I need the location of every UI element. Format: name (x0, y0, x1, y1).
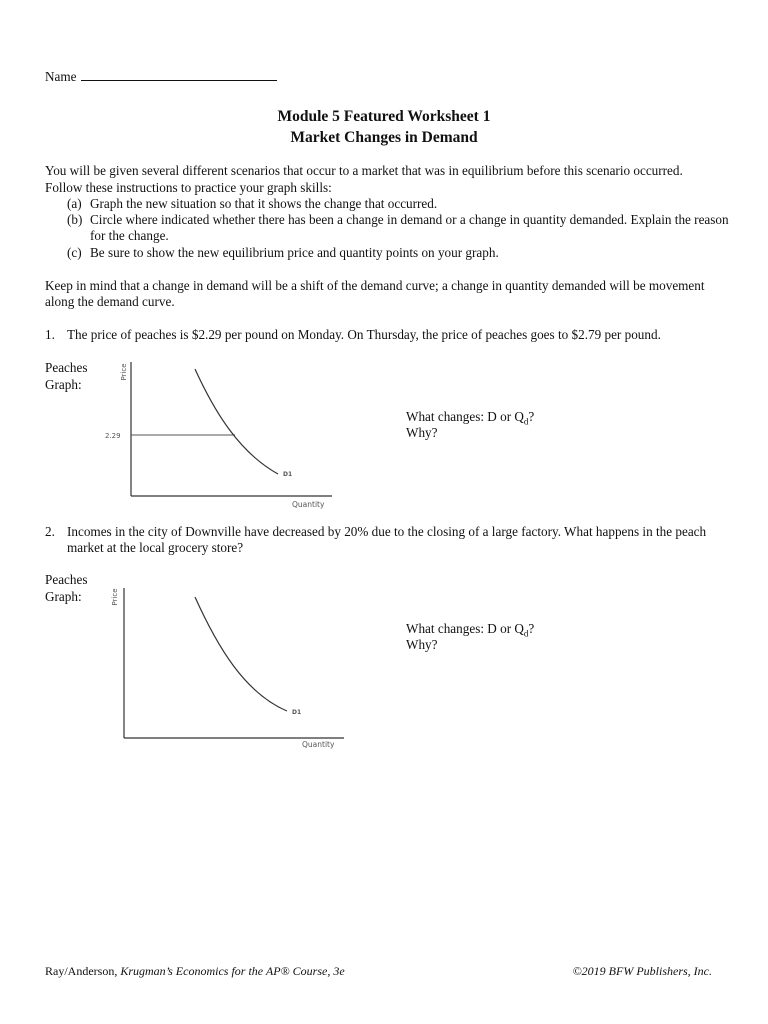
y-axis-label: Price (111, 588, 119, 606)
question-2 (45, 524, 735, 556)
price-axis-label (120, 363, 128, 380)
graph-label-1 (45, 359, 105, 393)
instruction-label: (c) (67, 245, 82, 260)
question-1 (45, 327, 735, 343)
why-prompt: Why? (406, 637, 438, 652)
intro-line-2: Follow these instructions to practice your graph skills: (45, 180, 332, 195)
instruction-label: (a) (67, 196, 82, 211)
x-axis-label: Quantity (302, 740, 335, 749)
graph-label-line: Peaches (45, 360, 88, 375)
instruction-item-a (67, 196, 735, 212)
intro-line-1: You will be given several different scenarios that occur to a market that was in equilibrium before this scenario occurred. (45, 163, 683, 178)
y-tick-label: 2.29 (105, 432, 121, 440)
footer-book-title: Krugman’s Economics for the AP® Course, 3e (120, 964, 345, 978)
instruction-text: Circle where indicated whether there has been a change in demand or a change in quantity demanded. Explain the reason for the change. (90, 212, 729, 243)
instruction-label: (b) (67, 212, 83, 227)
name-field (45, 68, 277, 85)
y-axis-label: Price (120, 363, 128, 381)
what-changes-prompt: What changes: D or $Q_d$? (406, 621, 535, 639)
footer-citation (45, 963, 345, 979)
footer-authors: Ray/Anderson, (45, 964, 121, 978)
question-number: 2. (45, 524, 55, 539)
question-number: 1. (45, 327, 55, 342)
footer-copyright: ©2019 BFW Publishers, Inc. (572, 964, 712, 978)
x-axis-label: Quantity (292, 500, 325, 509)
instruction-text: Be sure to show the new equilibrium price and quantity points on your graph. (90, 245, 499, 260)
graph-label-line: Peaches (45, 572, 88, 587)
instruction-text: Graph the new situation so that it shows the change that occurred. (90, 196, 438, 211)
demand-note: Keep in mind that a change in demand will be a shift of the demand curve; a change in quantity demanded will be movement along the demand curve. (45, 278, 705, 309)
worksheet-subtitle: Market Changes in Demand (290, 129, 478, 146)
series-label-d1: D1 (283, 471, 293, 478)
question-1-prompt (406, 409, 534, 441)
question-2-prompt (406, 621, 534, 653)
series-label-d1: D1 (292, 709, 302, 716)
peaches-graph-2[interactable] (100, 583, 355, 753)
name-blank-line[interactable] (81, 68, 277, 81)
instruction-item-c (67, 245, 735, 261)
question-text: The price of peaches is $2.29 per pound on Monday. On Thursday, the price of peaches goes to $2.79 per pound. (67, 327, 661, 342)
demand-curve-d1 (195, 369, 278, 474)
peaches-graph-1[interactable] (100, 358, 340, 513)
instruction-item-b (67, 212, 735, 244)
question-text: Incomes in the city of Downville have decreased by 20% due to the closing of a large factory. What happens in the peach market at the local grocery store? (67, 524, 707, 555)
graph-label-line: Graph: (45, 589, 82, 604)
why-prompt: Why? (406, 425, 438, 440)
name-label: Name (45, 69, 77, 84)
worksheet-title: Module 5 Featured Worksheet 1 (277, 108, 491, 125)
graph-label-2 (45, 571, 105, 605)
what-changes-prompt: What changes: D or $Q_d$? (406, 409, 535, 427)
graph-label-line: Graph: (45, 377, 82, 392)
demand-curve-d1 (195, 597, 287, 711)
